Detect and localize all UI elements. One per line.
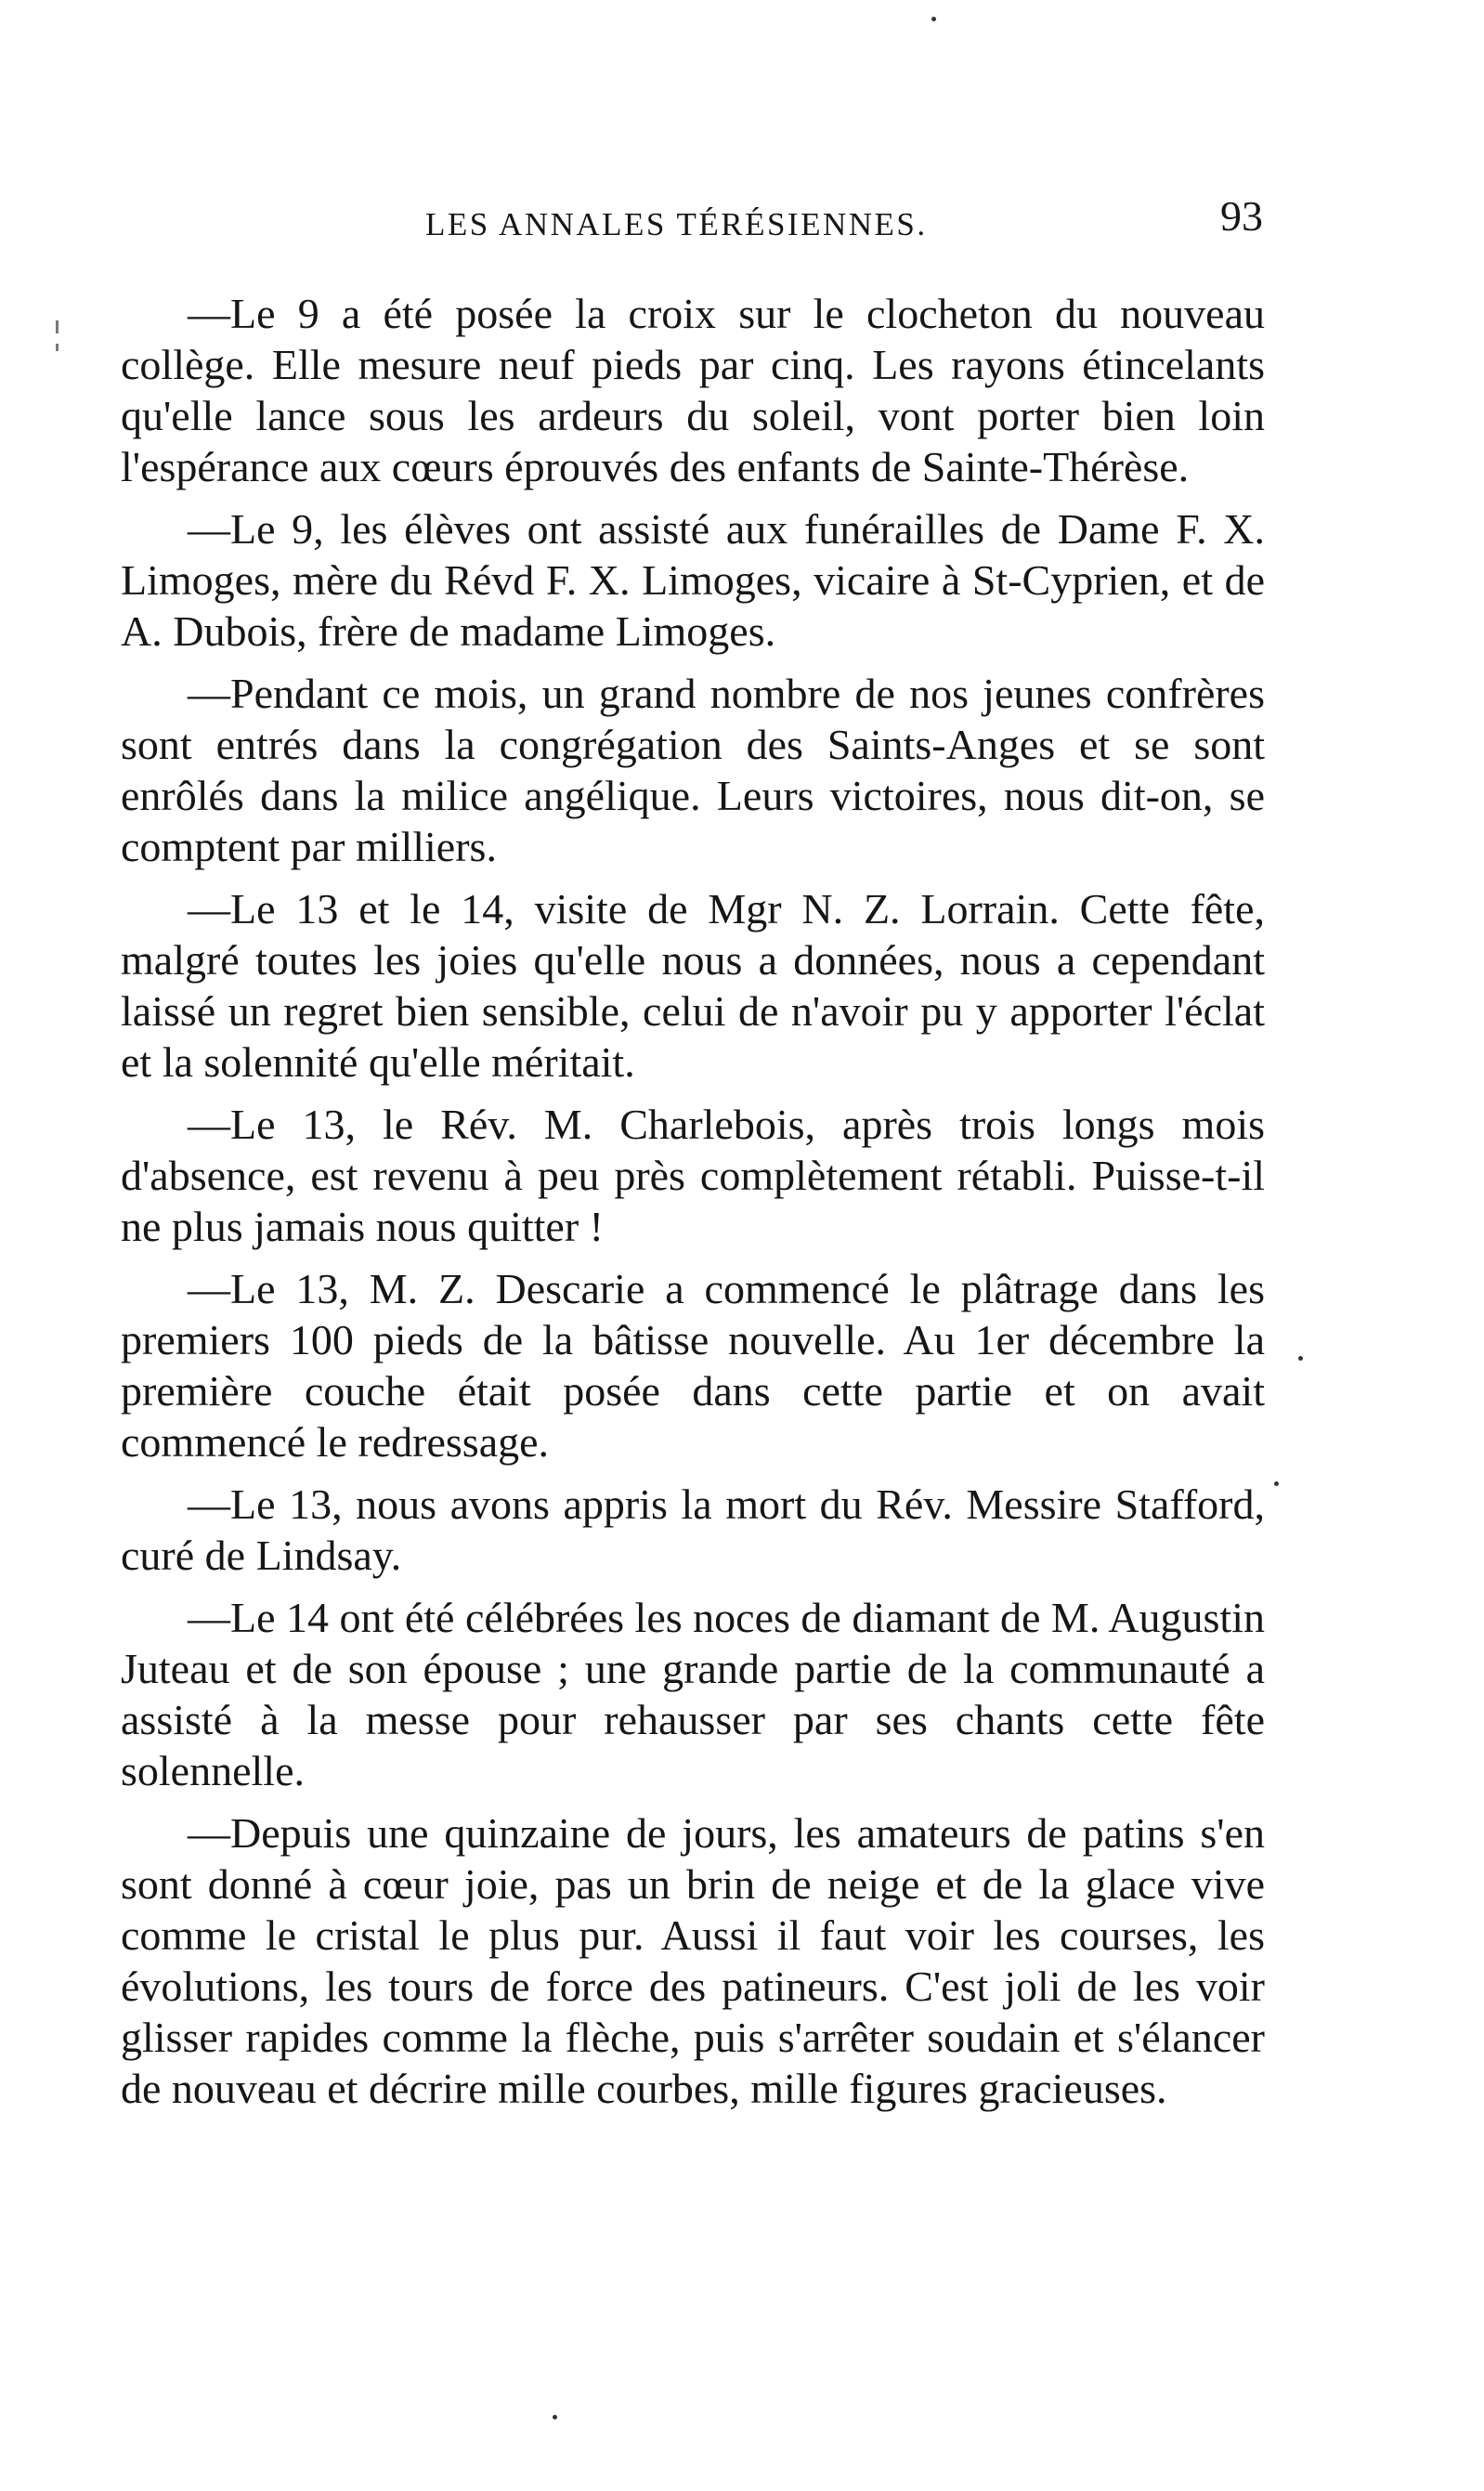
paragraph: —Pendant ce mois, un grand nombre de nos jeunes confrères sont entrés dans la congrégation des Saints-Anges et se sont enrôlés dans la milice angélique. Leurs victoires, nous dit-on, se comptent par milliers. xyxy=(121,670,1265,870)
paragraph: —Le 13, le Rév. M. Charlebois, après trois longs mois d'absence, est revenu à peu près complètement rétabli. Puisse-t-il ne plus jamais nous quitter ! xyxy=(121,1101,1265,1250)
print-speck xyxy=(553,2415,557,2419)
body-text xyxy=(121,288,1265,2114)
running-title: LES ANNALES TÉRÉSIENNES. xyxy=(425,206,928,242)
paragraph: —Le 13 et le 14, visite de Mgr N. Z. Lorrain. Cette fête, malgré toutes les joies qu'elle nous a données, nous a cependant laissé un regret bien sensible, celui de n'avoir pu y apporter l'éclat et la solennité qu'elle méritait. xyxy=(121,885,1265,1086)
paragraph: —Depuis une quinzaine de jours, les amateurs de patins s'en sont donné à cœur joie, pas un brin de neige et de la glace vive comme le cristal le plus pur. Aussi il faut voir les courses, les évolutions, les tours de force des patineurs. C'est joli de les voir glisser rapides comme la flèche, puis s'arrêter soudain et s'élancer de nouveau et décrire mille courbes, mille figures gracieuses. xyxy=(121,1809,1265,2112)
paragraph: —Le 9 a été posée la croix sur le clocheton du nouveau collège. Elle mesure neuf pieds par cinq. Les rayons étincelants qu'elle lance sous les ardeurs du soleil, vont porter bien loin l'espérance aux cœurs éprouvés des enfants de Sainte-Thérèse. xyxy=(121,290,1265,490)
margin-mark xyxy=(56,344,59,351)
print-speck xyxy=(1298,1356,1303,1361)
print-speck xyxy=(1274,1481,1279,1486)
paragraph: —Le 13, M. Z. Descarie a commencé le plâtrage dans les premiers 100 pieds de la bâtisse nouvelle. Au 1er décembre la première couche était posée dans cette partie et on avait commencé le redressage. xyxy=(121,1265,1265,1466)
page-number: 93 xyxy=(1220,192,1263,240)
paragraph: —Le 14 ont été célébrées les noces de diamant de M. Augustin Juteau et de son épouse ; une grande partie de la communauté a assisté à la messe pour rehausser par ses chants cette fête solennelle. xyxy=(121,1594,1265,1794)
paragraph: —Le 9, les élèves ont assisté aux funérailles de Dame F. X. Limoges, mère du Révd F. X. Limoges, vicaire à St-Cyprien, et de A. Dubois, frère de madame Limoges. xyxy=(121,505,1265,655)
margin-mark xyxy=(56,320,59,333)
paragraph: —Le 13, nous avons appris la mort du Rév. Messire Stafford, curé de Lindsay. xyxy=(121,1480,1265,1579)
running-head xyxy=(121,191,1263,247)
print-speck xyxy=(931,17,936,21)
